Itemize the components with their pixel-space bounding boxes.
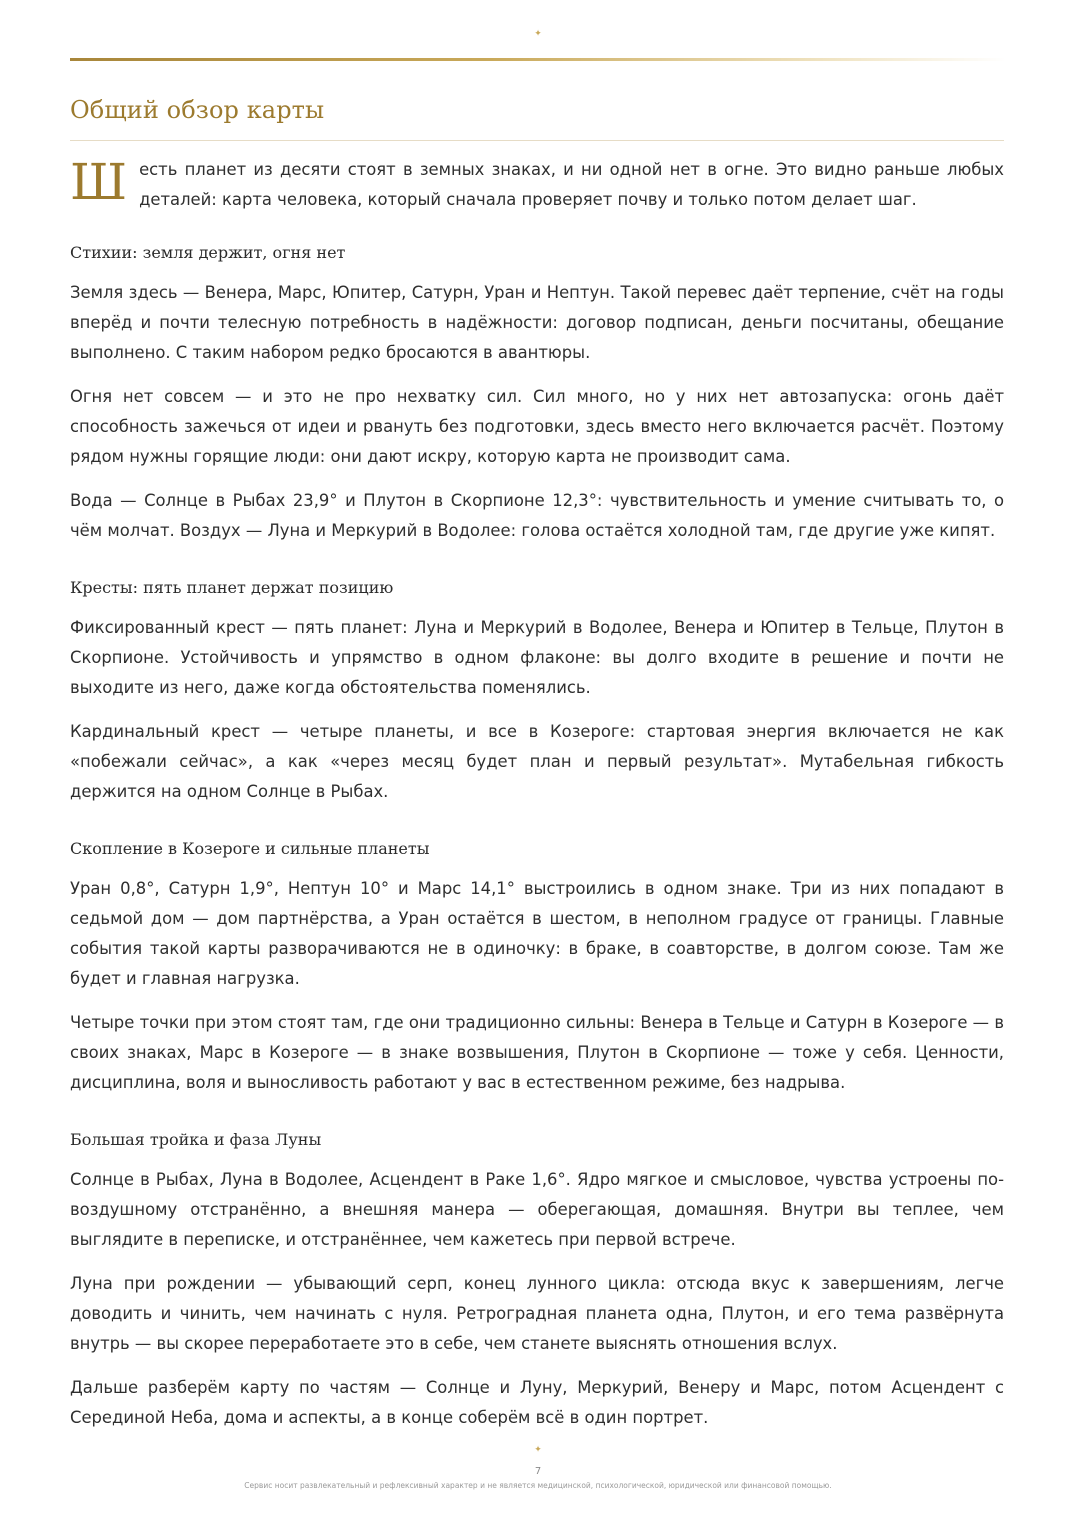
header-divider: [70, 58, 1006, 61]
section-heading-elements: Стихии: земля держит, огня нет: [70, 243, 346, 262]
drop-cap: Ш: [70, 153, 128, 211]
section-heading-crosses: Кресты: пять планет держат позицию: [70, 578, 394, 597]
paragraph: Луна при рождении — убывающий серп, конец лунного цикла: отсюда вкус к завершениям, легче доводить и чинить, чем начинать с нуля. Ретроградная планета одна, Плутон, и его тема развёрнута внутрь — вы скорее переработаете это в себе, чем станете выяснять отношения вслух.: [70, 1274, 1004, 1353]
section-heading-capricorn: Скопление в Козероге и сильные планеты: [70, 839, 430, 858]
page-number: 7: [534, 1466, 542, 1477]
lead-text: есть планет из десяти стоят в земных знаках, и ни одной нет в огне. Это видно раньше любых деталей: карта человека, который сначала проверяет почву и только потом делает шаг.: [139, 160, 1004, 209]
bottom-ornament: ✦: [534, 1445, 542, 1455]
paragraph: Солнце в Рыбах, Луна в Водолее, Асцендент в Раке 1,6°. Ядро мягкое и смысловое, чувства устроены по-воздушному отстранённо, а внешняя манера — оберегающая, домашняя. Внутри вы теплее, чем выглядите в переписке, и отстранённее, чем кажетесь при первой встрече.: [70, 1170, 1004, 1249]
paragraph: Дальше разберём карту по частям — Солнце и Луну, Меркурий, Венеру и Марс, потом Асцендент с Серединой Неба, дома и аспекты, а в конце соберём всё в один портрет.: [70, 1378, 1004, 1427]
paragraph: Земля здесь — Венера, Марс, Юпитер, Сатурн, Уран и Нептун. Такой перевес даёт терпение, счёт на годы вперёд и почти телесную потребность в надёжности: договор подписан, деньги посчитаны, обещание выполнено. С таким набором редко бросаются в авантюры.: [70, 283, 1004, 362]
lead-paragraph: [70, 155, 1004, 215]
footer-disclaimer: Сервис носит развлекательный и рефлексивный характер и не является медицинской, психологической, юридической или финансовой помощью.: [244, 1481, 832, 1490]
page-title: Общий обзор карты: [70, 96, 325, 124]
page-content: [70, 94, 1004, 1433]
title-divider: [70, 140, 1004, 141]
top-ornament: ✦: [534, 29, 542, 39]
paragraph: Четыре точки при этом стоят там, где они традиционно сильны: Венера в Тельце и Сатурн в Козероге — в своих знаках, Марс в Козероге — в знаке возвышения, Плутон в Скорпионе — тоже у себя. Ценности, дисциплина, воля и выносливость работают у вас в естественном режиме, без надрыва.: [70, 1013, 1004, 1092]
paragraph: Кардинальный крест — четыре планеты, и все в Козероге: стартовая энергия включается не как «побежали сейчас», а как «через месяц будет план и первый результат». Мутабельная гибкость держится на одном Солнце в Рыбах.: [70, 722, 1004, 801]
paragraph: Уран 0,8°, Сатурн 1,9°, Нептун 10° и Марс 14,1° выстроились в одном знаке. Три из них попадают в седьмой дом — дом партнёрства, а Уран остаётся в шестом, в неполном градусе от границы. Главные события такой карты разворачиваются не в одиночку: в браке, в соавторстве, в долгом союзе. Там же будет и главная нагрузка.: [70, 879, 1004, 988]
section-heading-big-three: Большая тройка и фаза Луны: [70, 1130, 322, 1149]
paragraph: Фиксированный крест — пять планет: Луна и Меркурий в Водолее, Венера и Юпитер в Тельце, Плутон в Скорпионе. Устойчивость и упрямство в одном флаконе: вы долго входите в решение и почти не выходите из него, даже когда обстоятельства поменялись.: [70, 618, 1004, 697]
paragraph: Вода — Солнце в Рыбах 23,9° и Плутон в Скорпионе 12,3°: чувствительность и умение считывать то, о чём молчат. Воздух — Луна и Меркурий в Водолее: голова остаётся холодной там, где другие уже кипят.: [70, 491, 1004, 540]
paragraph: Огня нет совсем — и это не про нехватку сил. Сил много, но у них нет автозапуска: огонь даёт способность зажечься от идеи и рвануть без подготовки, здесь вместо него включается расчёт. Поэтому рядом нужны горящие люди: они дают искру, которую карта не производит сама.: [70, 387, 1004, 466]
